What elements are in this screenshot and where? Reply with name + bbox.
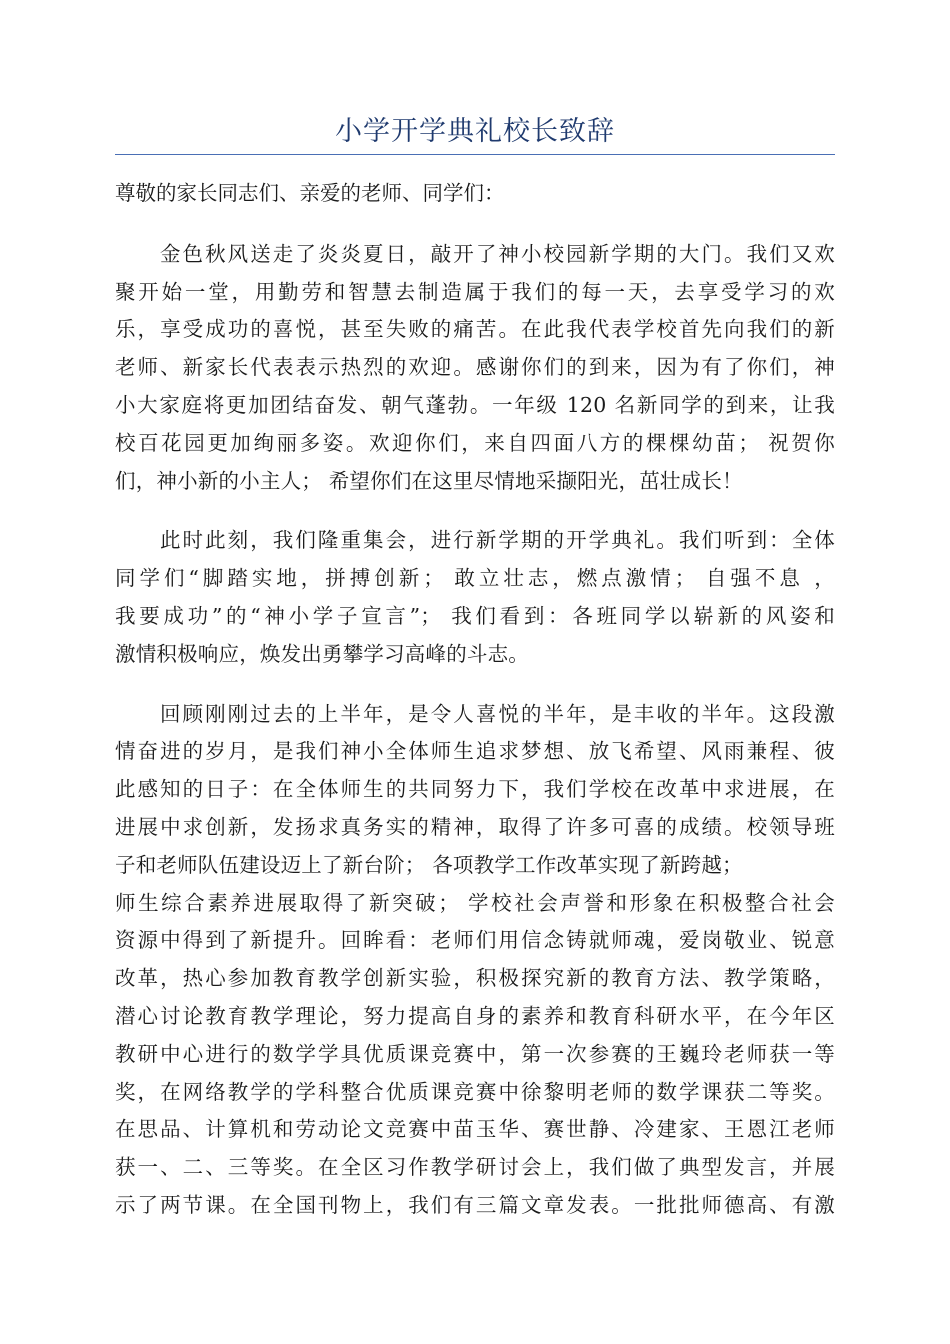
text-line: 获一、二、三等奖。在全区习作教学研讨会上，我们做了典型发言，并展: [115, 1155, 835, 1180]
text-line: 教研中心进行的数学学具优质课竞赛中，第一次参赛的王巍玲老师获一等: [115, 1041, 835, 1066]
document-title: 小学开学典礼校长致辞: [335, 116, 615, 147]
text-line: 情奋进的岁月，是我们神小全体师生追求梦想、放飞希望、风雨兼程、彼: [115, 739, 835, 764]
text-line: 示了两节课。在全国刊物上，我们有三篇文章发表。一批批师德高、有激: [115, 1192, 835, 1217]
text-line: 子和老师队伍建设迈上了新台阶； 各项教学工作改革实现了新跨越；: [115, 852, 743, 877]
text-line: 校百花园更加绚丽多姿。欢迎你们，来自四面八方的棵棵幼苗； 祝贺你: [115, 430, 835, 455]
paragraph-3: [115, 696, 835, 1225]
text-line: 聚开始一堂，用勤劳和智慧去制造属于我们的每一天，去享受学习的欢: [115, 279, 835, 304]
text-line: 进展中求创新，发扬求真务实的精神，取得了许多可喜的成绩。校领导班: [115, 814, 835, 839]
text-line: 潜心讨论教育教学理论，努力提高自身的素养和教育科研水平，在今年区: [115, 1003, 835, 1028]
paragraph-2: [115, 522, 835, 673]
document-body: [115, 175, 835, 1247]
title-underline: [115, 154, 835, 155]
text-line: 乐，享受成功的喜悦，甚至失败的痛苦。在此我代表学校首先向我们的新: [115, 317, 835, 342]
text-line: 奖，在网络教学的学科整合优质课竞赛中徐黎明老师的数学课获二等奖。: [115, 1079, 835, 1104]
text-line: 改革，热心参加教育教学创新实验，积极探究新的教育方法、教学策略，: [115, 966, 835, 991]
text-line: 同学们“脚踏实地，拼搏创新； 敢立壮志，燃点激情； 自强不息 ，: [115, 566, 835, 591]
text-line: 金色秋风送走了炎炎夏日，敲开了神小校园新学期的大门。我们又欢: [160, 241, 835, 266]
text-line: 我要成功”的“神小学子宣言”； 我们看到：各班同学以崭新的风姿和: [115, 603, 835, 628]
text-line: 在思品、计算机和劳动论文竞赛中苗玉华、赛世静、冷建家、王恩江老师: [115, 1117, 835, 1142]
paragraph-1: [115, 236, 835, 501]
text-line: 此感知的日子：在全体师生的共同努力下，我们学校在改革中求进展，在: [115, 777, 835, 802]
text-line: 此时此刻，我们隆重集会，进行新学期的开学典礼。我们听到：全体: [160, 528, 835, 553]
text-line: 资源中得到了新提升。回眸看：老师们用信念铸就师魂，爱岗敬业、锐意: [115, 928, 835, 953]
text-line: 老师、新家长代表表示热烈的欢迎。感谢你们的到来，因为有了你们，神: [115, 355, 835, 380]
text-line: 小大家庭将更加团结奋发、朝气蓬勃。一年级 120 名新同学的到来，让我: [115, 392, 835, 417]
salutation: 尊敬的家长同志们、亲爱的老师、同学们：: [115, 181, 505, 205]
text-line: 回顾刚刚过去的上半年，是令人喜悦的半年，是丰收的半年。这段激: [160, 701, 835, 726]
text-line: 师生综合素养进展取得了新突破； 学校社会声誉和形象在积极整合社会: [115, 890, 835, 915]
text-line: 们，神小新的小主人； 希望你们在这里尽情地采撷阳光，茁壮成长！: [115, 468, 743, 493]
text-line: 激情积极响应，焕发出勇攀学习高峰的斗志。: [115, 641, 529, 666]
